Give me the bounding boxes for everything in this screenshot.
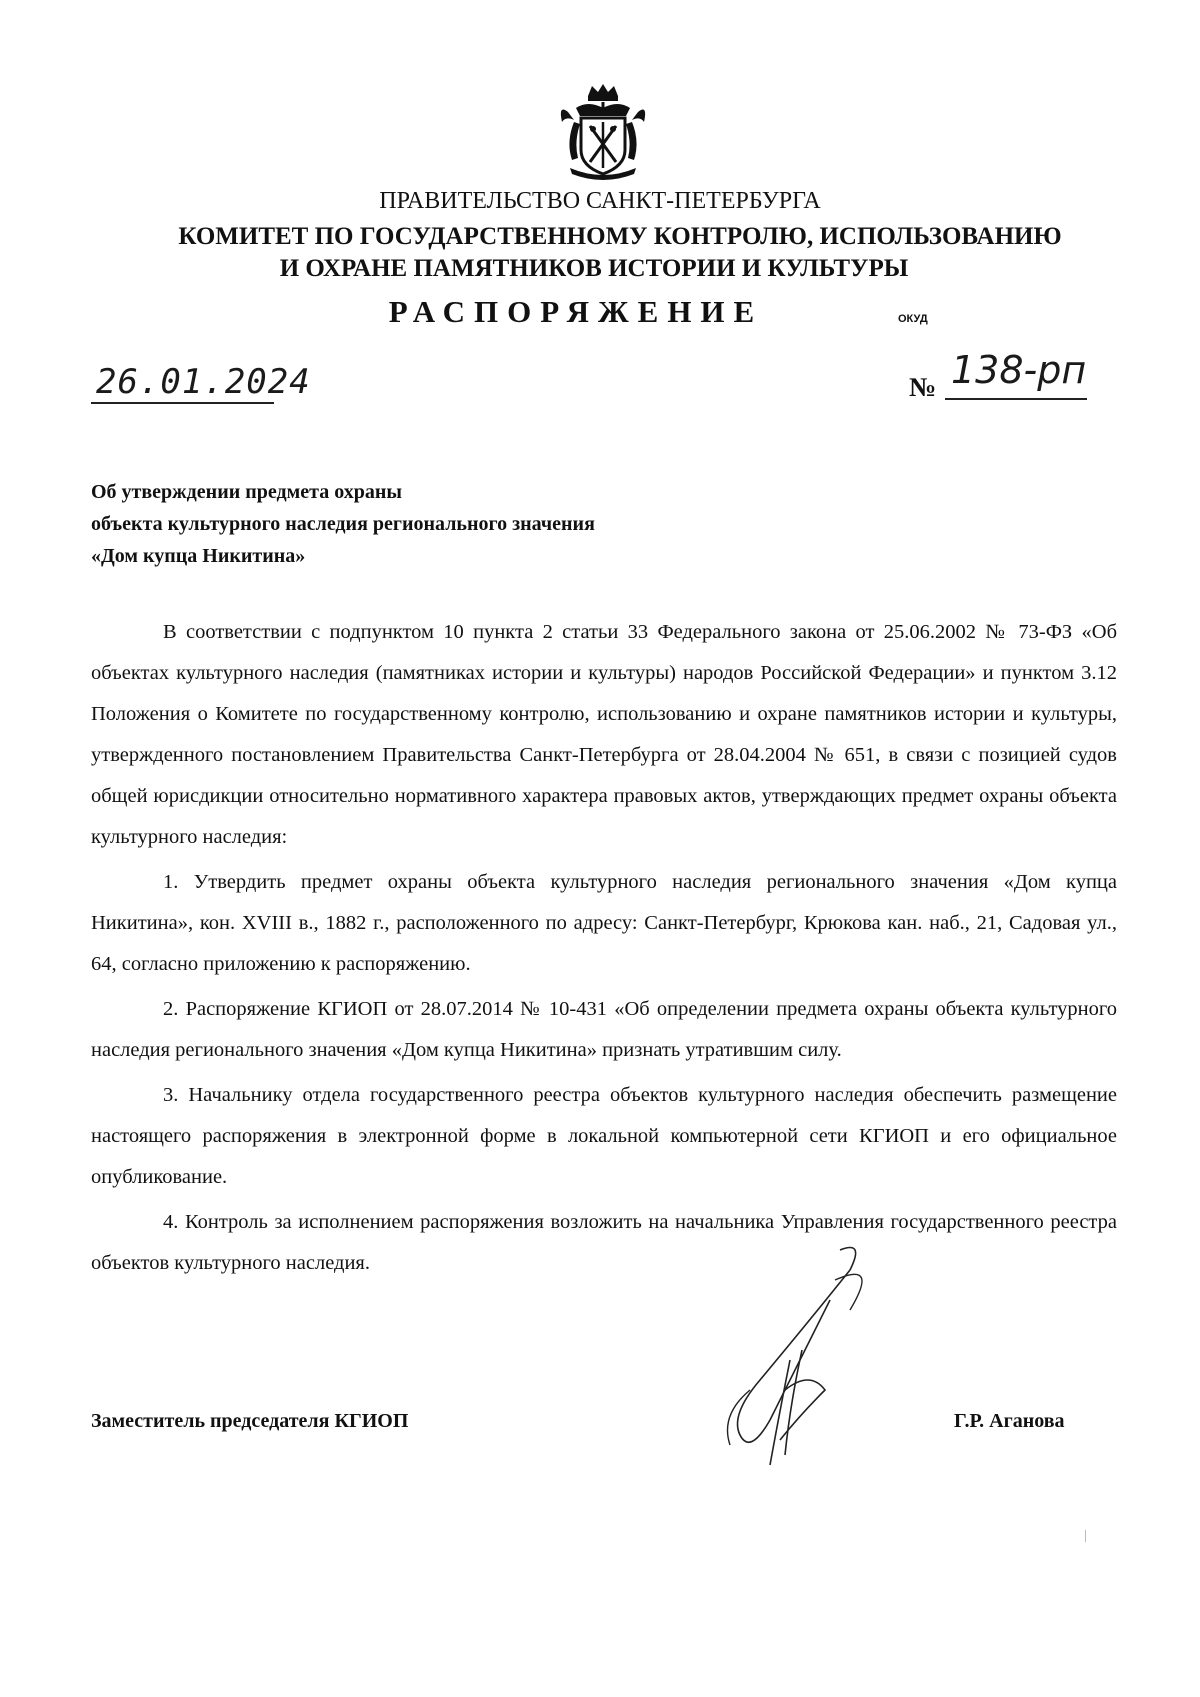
signer-position: Заместитель председателя КГИОП	[91, 1410, 409, 1432]
committee-name-line2: И ОХРАНЕ ПАМЯТНИКОВ ИСТОРИИ И КУЛЬТУРЫ	[279, 255, 909, 282]
order-item-3: 3. Начальнику отдела государственного реестра объектов культурного наследия обеспечить размещение настоящего распоряжения в электронной форме в локальной компьютерной сети КГИОП и его официальное опубликование.	[91, 1084, 1117, 1188]
coat-of-arms-icon	[548, 82, 658, 182]
subject-line2: объекта культурного наследия регионального значения	[91, 513, 595, 535]
committee-name-line1: КОМИТЕТ ПО ГОСУДАРСТВЕННОМУ КОНТРОЛЮ, ИСПОЛЬЗОВАНИЮ	[178, 223, 1062, 250]
document-body	[91, 612, 1117, 1284]
okud-label: ОКУД	[898, 313, 928, 325]
handwritten-signature-icon	[690, 1240, 930, 1480]
document-number-field	[945, 348, 1087, 400]
document-date-field	[91, 362, 311, 404]
document-number: 138-рп	[951, 348, 1087, 392]
subject-line1: Об утверждении предмета охраны	[91, 481, 402, 503]
preamble-paragraph: В соответствии с подпунктом 10 пункта 2 статьи 33 Федерального закона от 25.06.2002 № 73-ФЗ «Об объектах культурного наследия (памятниках истории и культуры) народов Российской Федерации» и пунктом 3.12 Положения о Комитете по государственному контролю, использованию и охране памятников истории и культуры, утвержденного постановлением Правительства Санкт-Петербурга от 28.04.2004 № 651, в связи с позицией судов общей юрисдикции относительно нормативного характера правовых актов, утверждающих предмет охраны объекта культурного наследия:	[91, 621, 1117, 848]
government-name: ПРАВИТЕЛЬСТВО САНКТ-ПЕТЕРБУРГА	[379, 188, 821, 214]
signer-name: Г.Р. Аганова	[954, 1410, 1065, 1432]
order-item-4: 4. Контроль за исполнением распоряжения возложить на начальника Управления государственного реестра объектов культурного наследия.	[91, 1211, 1117, 1274]
order-item-2: 2. Распоряжение КГИОП от 28.07.2014 № 10-431 «Об определении предмета охраны объекта культурного наследия регионального значения «Дом купца Никитина» признать утратившим силу.	[91, 998, 1117, 1061]
subject-line3: «Дом купца Никитина»	[91, 545, 306, 567]
document-date: 26.01.2024	[96, 362, 311, 402]
number-sign: №	[909, 372, 937, 402]
document-type-title: РАСПОРЯЖЕНИЕ	[388, 294, 764, 329]
order-item-1: 1. Утвердить предмет охраны объекта культурного наследия регионального значения «Дом купца Никитина», кон. XVIII в., 1882 г., расположенного по адресу: Санкт-Петербург, Крюкова кан. наб., 21, Садовая ул., 64, согласно приложению к распоряжению.	[91, 871, 1117, 975]
scan-artifact-mark	[1085, 1530, 1086, 1542]
document-subject	[91, 476, 595, 572]
